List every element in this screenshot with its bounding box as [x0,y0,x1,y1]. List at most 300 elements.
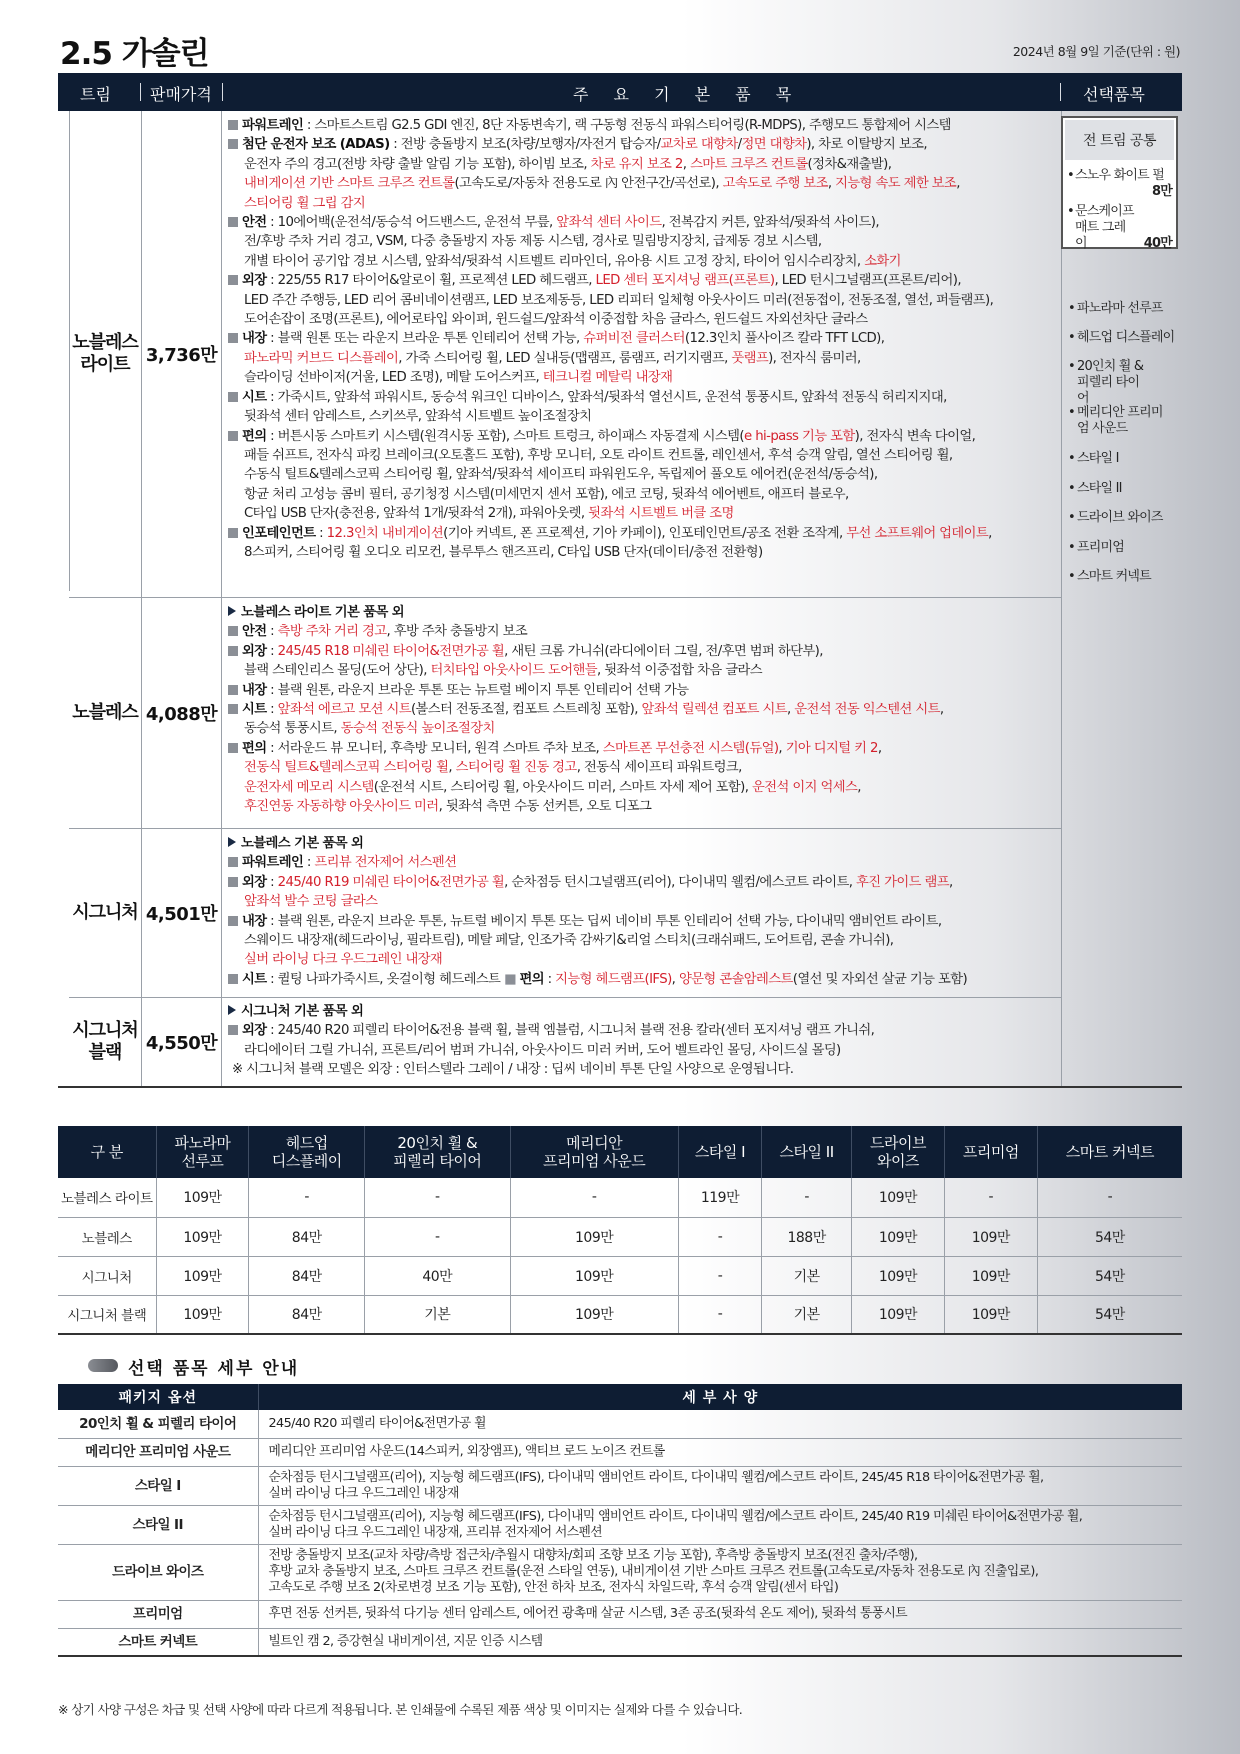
category-label: 내장 [242,913,267,929]
price-cell: 109만 [510,1217,678,1256]
feature-line [228,1021,1056,1040]
package-name: 프리미엄 [58,1600,258,1628]
price-cell: 기본 [762,1256,852,1295]
col-price: 판매가격 [150,85,212,104]
trim-cell: 노블레스 라이트 [58,1178,156,1217]
highlight-text: 내비게이션 기반 스마트 크루즈 컨트롤 [244,176,455,192]
table-row [58,1600,1182,1628]
main-table-header [58,73,1182,111]
feature-line [228,642,1056,661]
highlight-text: 앞좌석 발수 코팅 글라스 [244,894,378,910]
feature-line [228,719,1056,738]
highlight-text: 운전석 이지 억세스 [752,779,858,795]
highlight-text: 정면 대향차 [741,137,807,153]
highlight-text: 스티어링 휠 그립 감지 [244,195,366,211]
feature-text: : 블랙 원톤, 라운지 브라운 투톤, 뉴트럴 베이지 투톤 또는 딥씨 네이비 투톤 인테리어 선택 가능, 다이내믹 앰비언트 라이트, [266,913,942,929]
bullet-square-icon [228,743,238,753]
feature-text: 8스피커, 스티어링 휠 오디오 리모컨, 블루투스 핸즈프리, C타입 USB 단자(데이터/충전 전환형) [244,544,763,560]
price-col-header: 스타일 II [762,1126,852,1178]
table-row [58,1628,1182,1656]
feature-text: C타입 USB 단자(충전용, 앞좌석 1개/뒷좌석 2개), 파워아웃렛, [244,506,589,522]
feature-line [228,681,1056,700]
category-label: 편의 [519,971,545,987]
price-cell: 기본 [762,1295,852,1334]
page-title: 2.5 가솔린 [60,36,209,72]
feature-text: , [448,760,456,776]
category-label: 노블레스 라이트 기본 품목 외 [241,605,405,620]
feature-text: , [877,740,882,756]
feature-line [228,135,1056,154]
option-price-table [58,1126,1182,1335]
feature-text: : 블랙 원톤 또는 라운지 브라운 투톤 인테리어 선택 가능, [266,331,584,347]
price-cell: 109만 [852,1178,945,1217]
detail-line: 후방 교차 충돌방지 보조, 스마트 크루즈 컨트롤(운전 스타일 연동), 내비게이션 기반 스마트 크루즈 컨트롤(고속도로/자동차 전용도로 內 진출입로), [268,1564,1039,1579]
feature-line [228,349,1056,368]
feature-line [228,931,1056,950]
section-pill-icon [88,1359,118,1372]
bullet-square-icon [228,685,238,695]
package-name: 20인치 휠 & 피렐리 타이어 [58,1410,258,1438]
triangle-bullet-icon [228,606,236,616]
feature-text: , 전동식 세이프티 파워트렁크, [576,760,742,776]
table-row [58,1466,1182,1505]
feature-line [228,116,1056,135]
feature-text: ), 전자식 룸미러, [768,350,861,366]
feature-line [228,446,1056,465]
bullet-square-icon [228,974,238,984]
bullet-square-icon [228,275,238,285]
highlight-text: e hi-pass 기능 포함 [744,428,855,444]
highlight-text: 후진 가이드 램프 [855,874,949,890]
feature-text: / [737,137,742,153]
price-col-header: 헤드업 디스플레이 [249,1126,365,1178]
feature-text: , 새틴 크롬 가니쉬(라디에이터 그릴, 전/후면 범퍼 하단부), [504,643,823,659]
option-color-2: • 문스케이프 매트 그레이 40만 [1063,204,1176,252]
feature-line [228,970,1056,989]
package-table [58,1384,1182,1657]
feature-line [228,368,1056,387]
feature-text: : [315,525,327,541]
price-col-header: 스타일 I [678,1126,761,1178]
price-cell: - [944,1178,1037,1217]
feature-text: LED 주간 주행등, LED 리어 콤비네이션램프, LED 보조제동등, LED 리피터 일체형 아웃사이드 미러(전동접이, 전동조절, 열선, 퍼들램프), [244,292,994,308]
feature-line [228,622,1056,641]
option-item: • 드라이브 와이즈 [1068,510,1180,526]
feature-line [228,543,1056,562]
feature-text: : [266,624,278,640]
common-options-box [1061,116,1178,249]
feature-text: 항균 처리 고성능 콤비 필터, 공기청정 시스템(미세먼지 센서 포함), 에코 코팅, 뒷좌석 에어벤트, 애프터 블로우, [244,486,849,502]
feature-text: : 스마트스트림 G2.5 GDI 엔진, 8단 자동변속기, 랙 구동형 전동식 파워스티어링(R-MDPS), 주행모드 통합제어 시스템 [303,118,951,133]
table-row [58,1544,1182,1600]
detail-line: 순차점등 턴시그널램프(리어), 지능형 헤드램프(IFS), 다이내믹 앰비언트 라이트, 다이내믹 웰컴/에스코트 라이트, 245/40 R19 미쉐린 타이어&전면가공 휠, [268,1508,1083,1524]
feature-line [228,252,1056,271]
feature-line [228,873,1056,892]
category-label: 외장 [242,273,267,289]
feature-line [228,291,1056,310]
option-item: • 파노라마 선루프 [1068,301,1180,317]
package-name: 스타일 I [58,1466,258,1505]
feature-text: 도어손잡이 조명(프론트), 에어로타입 와이퍼, 윈드쉴드/앞좌석 이중접합 차음 글라스, 윈드쉴드 자외선차단 글라스 [244,312,868,328]
feature-text: , LED 턴시그널램프(프론트/리어), [774,273,962,289]
detail-line: 245/40 R20 피렐리 타이어&전면가공 휠 [268,1415,486,1431]
category-label: 안전 [242,215,267,231]
feature-text: 스웨이드 내장재(헤드라이닝, 필라트림), 메탈 페달, 인조가죽 감싸기&리얼 스티치(크래쉬패드, 도어트림, 콘솔 가니쉬), [244,933,894,949]
feature-text: 패들 쉬프트, 전자식 파킹 브레이크(오토홀드 포함), 후방 모니터, 오토 라이트 컨트롤, 레인센서, 후석 승객 알림, 열선 스티어링 휠, [244,447,953,463]
feature-line [228,524,1056,543]
detail-line: 후면 전동 선커튼, 뒷좌석 다기능 센터 암레스트, 에어컨 광촉매 살균 시스템, 3존 공조(뒷좌석 온도 제어), 뒷좌석 통풍시트 [268,1606,907,1621]
price-col-header: 20인치 휠 & 피렐리 타이어 [365,1126,510,1178]
feature-text: ■ [503,971,520,987]
feature-text: , [956,176,960,192]
feature-text: , [778,740,786,756]
highlight-text: 무선 소프트웨어 업데이트 [846,525,989,541]
price-cell: - [762,1178,852,1217]
table-row [58,1217,1182,1256]
price-cell: 109만 [944,1217,1037,1256]
feature-text: : 245/40 R20 피렐리 타이어&전용 블랙 휠, 블랙 엠블럼, 시그니처 블랙 전용 칼라(센터 포지셔닝 램프 가니쉬, [266,1023,875,1039]
trim-features [228,834,1056,989]
category-label: 외장 [242,1023,267,1039]
feature-line [228,174,1056,193]
feature-text: , [827,176,836,192]
feature-line [228,700,1056,719]
feature-line [228,758,1056,777]
detail-line: 실버 라이닝 다크 우드그레인 내장재 [268,1485,459,1501]
feature-line [228,912,1056,931]
price-cell: 109만 [944,1256,1037,1295]
trim-features [228,116,1056,562]
feature-text: , [939,702,944,718]
trim-price: 4,088만 [142,598,222,828]
highlight-text: 운전석 전동 익스텐션 시트 [794,702,940,718]
highlight-text: 뒷좌석 시트벨트 버클 조명 [588,506,734,522]
category-label: 외장 [242,643,267,659]
feature-text: , [988,525,992,541]
feature-text: 라디에이터 그릴 가니쉬, 프론트/리어 범퍼 가니쉬, 아웃사이드 미러 커버, 도어 벨트라인 몰딩, 사이드실 몰딩) [244,1042,841,1058]
option-item: • 메리디안 프리미엄 사운드 [1068,405,1168,437]
trim-cell: 시그니처 블랙 [58,1295,156,1334]
highlight-text: 터치타입 아웃사이드 도어핸들 [430,663,597,679]
price-cell: 84만 [249,1295,365,1334]
feature-text: : 225/55 R17 타이어&알로이 휠, 프로젝션 LED 헤드램프, [266,273,596,289]
table-row [58,1295,1182,1334]
trim-features [228,1002,1056,1080]
option-item: • 스타일 I [1068,451,1180,467]
feature-line [228,388,1056,407]
feature-text: , 후방 주차 충돌방지 보조 [386,624,528,640]
highlight-text: 실버 라이닝 다크 우드그레인 내장재 [244,952,443,968]
highlight-text: 양문형 콘솔암레스트 [678,971,793,987]
table-row [58,1256,1182,1295]
highlight-text: 풋램프 [731,350,769,366]
col-trim: 트림 [80,85,111,104]
feature-text: (운전석 시트, 스티어링 휠, 아웃사이드 미러, 스마트 자세 제어 포함), [373,779,753,795]
bullet-square-icon [228,333,238,343]
package-detail [258,1410,1182,1438]
feature-text: 블랙 스테인리스 몰딩(도어 상단), [244,663,431,679]
trim-features [228,603,1056,816]
price-cell: - [365,1178,510,1217]
detail-line: 순차점등 턴시그널램프(리어), 지능형 헤드램프(IFS), 다이내믹 앰비언트 라이트, 다이내믹 웰컴/에스코트 라이트, 245/45 R18 타이어&전면가공 휠, [268,1469,1044,1485]
trim-price: 4,550만 [142,998,222,1086]
feature-line [228,485,1056,504]
price-col-header: 드라이브 와이즈 [852,1126,945,1178]
price-cell: 109만 [510,1295,678,1334]
package-detail [258,1544,1182,1600]
main-table-body [58,111,1182,1088]
price-cell: 109만 [852,1295,945,1334]
category-label: 안전 [242,624,267,640]
feature-line [228,1041,1056,1060]
feature-text: : [266,874,278,890]
feature-line [228,232,1056,251]
bullet-square-icon [228,139,238,149]
feature-text: (12.3인치 풀사이즈 칼라 TFT LCD), [684,331,885,347]
feature-line [228,213,1056,232]
category-label: 인포테인먼트 [242,525,316,541]
feature-text: ), 차로 이탈방지 보조, [806,137,928,153]
highlight-text: 동승석 전동식 높이조절장치 [340,721,495,737]
feature-line [228,778,1056,797]
feature-text: 전/후방 주차 거리 경고, VSM, 다중 충돌방지 자동 제동 시스템, 경사로 밀림방지장치, 급제동 경보 시스템, [244,234,822,250]
feature-text: 뒷좌석 센터 암레스트, 스키쓰루, 앞좌석 시트벨트 높이조절장치 [244,409,592,425]
feature-text: : [303,855,315,871]
highlight-text: 교차로 대향차 [660,137,738,153]
bullet-square-icon [228,431,238,441]
highlight-text: 측방 주차 거리 경고 [277,624,387,640]
trim-name: 시그니처 블랙 [69,998,142,1086]
bullet-square-icon [228,704,238,714]
price-col-header: 파노라마 선루프 [156,1126,249,1178]
trim-price: 4,501만 [142,829,222,997]
feature-text: , [682,156,691,172]
feature-text: : 서라운드 뷰 모니터, 후측방 모니터, 원격 스마트 주차 보조, [266,740,603,756]
feature-line [228,465,1056,484]
title-row [58,28,1182,72]
feature-line [228,892,1056,911]
trim-name: 시그니처 [69,829,142,997]
feature-line [228,427,1056,446]
category-label: 편의 [242,428,267,444]
table-row [58,1178,1182,1217]
feature-line [228,329,1056,348]
category-label: 내장 [242,682,267,698]
triangle-bullet-icon [228,837,236,847]
feature-text: (열선 및 자외선 살균 기능 포함) [792,971,968,987]
price-cell: 109만 [510,1256,678,1295]
feature-text: 동승석 통풍시트, [244,721,341,737]
option-item: • 헤드업 디스플레이 [1068,330,1180,346]
highlight-text: 기아 디지털 키 2 [785,740,878,756]
package-detail [258,1505,1182,1544]
feature-text: , [948,874,953,890]
feature-line [228,603,1056,622]
price-cell: 84만 [249,1256,365,1295]
price-cell: - [510,1178,678,1217]
price-col-header: 프리미엄 [944,1126,1037,1178]
price-cell: - [365,1217,510,1256]
feature-text: : 10에어백(운전석/동승석 어드밴스드, 운전석 무릎, [266,215,557,231]
highlight-text: LED 센터 포지셔닝 램프(프론트) [595,273,775,289]
option-item: • 20인치 휠 & 피렐리 타이어 [1068,359,1148,407]
col-features: 주 요 기 본 품 목 [573,85,802,104]
price-cell: 54만 [1037,1295,1182,1334]
highlight-text: 운전자세 메모리 시스템 [244,779,374,795]
pkg-col-detail: 세 부 사 양 [258,1384,1182,1410]
category-label: 시트 [242,971,267,987]
bullet-square-icon [228,626,238,636]
common-options-items [1063,162,1176,252]
price-cell: 40만 [365,1256,510,1295]
feature-text: 슬라이딩 선바이저(거울, LED 조명), 메탈 도어스커프, [244,370,543,386]
feature-line [228,407,1056,426]
feature-text: , 가죽 스티어링 휠, LED 실내등(맵램프, 룸램프, 러기지램프, [398,350,732,366]
highlight-text: 245/45 R18 미쉐린 타이어&전면가공 휠 [277,643,505,659]
feature-text: : 전방 충돌방지 보조(차량/보행자/자전거 탑승자/ [389,137,661,153]
bullet-square-icon [228,877,238,887]
bullet-square-icon [228,528,238,538]
bullet-square-icon [228,646,238,656]
bullet-square-icon [228,1025,238,1035]
price-cell: 109만 [156,1256,249,1295]
highlight-text: 전동식 틸트&텔레스코픽 스티어링 휠 [244,760,449,776]
feature-line [228,739,1056,758]
feature-text: (기아 커넥트, 폰 프로젝션, 기아 카페이), 인포테인먼트/공조 전환 조작계, [443,525,847,541]
bullet-square-icon [228,217,238,227]
bullet-square-icon [228,120,238,130]
feature-text: 운전자 주의 경고(전방 차량 출발 알림 기능 포함), 하이빔 보조, [244,156,591,172]
feature-line [228,271,1056,290]
table-row [58,1410,1182,1438]
price-col-header: 메리디안 프리미엄 사운드 [510,1126,678,1178]
feature-text: : [266,643,278,659]
feature-text: : 블랙 원톤, 라운지 브라운 투톤 또는 뉴트럴 베이지 투톤 인테리어 선택 가능 [266,682,689,698]
bullet-square-icon [228,392,238,402]
highlight-text: 245/40 R19 미쉐린 타이어&전면가공 휠 [277,874,505,890]
feature-text: : 가죽시트, 앞좌석 파워시트, 동승석 워크인 디바이스, 앞좌석/뒷좌석 열선시트, 운전석 통풍시트, 앞좌석 전동식 허리지지대, [266,389,947,405]
price-cell: 119만 [678,1178,761,1217]
col-options: 선택품목 [1083,85,1145,104]
package-name: 메리디안 프리미엄 사운드 [58,1438,258,1466]
price-cell: - [678,1217,761,1256]
option-item: • 스타일 II [1068,481,1180,497]
package-detail [258,1466,1182,1505]
feature-line [228,834,1056,853]
feature-line [228,194,1056,213]
price-cell: 188만 [762,1217,852,1256]
feature-text: , [857,779,861,795]
price-cell: 84만 [249,1217,365,1256]
option-color-1: • 스노우 화이트 펄 8만 [1063,168,1176,200]
feature-text: : 버튼시동 스마트키 시스템(원격시동 포함), 스마트 트렁크, 하이패스 자동결제 시스템( [266,428,744,444]
price-col-header: 구 분 [58,1126,156,1178]
feature-line [228,1002,1056,1021]
package-detail [258,1628,1182,1656]
table-row [58,1505,1182,1544]
price-cell: 109만 [156,1178,249,1217]
pkg-col-name: 패키지 옵션 [58,1384,258,1410]
option-item: • 프리미엄 [1068,540,1180,556]
feature-text: 개별 타이어 공기압 경보 시스템, 앞좌석/뒷좌석 시트벨트 리마인더, 유아용 시트 고정 장치, 타이어 임시수리장치, [244,253,865,269]
package-detail [258,1438,1182,1466]
highlight-text: 스마트폰 무선충전 시스템(듀얼) [602,740,779,756]
category-label: 시트 [242,702,267,718]
price-col-header: 스마트 커넥트 [1037,1126,1182,1178]
category-label: 파워트레인 [242,118,304,133]
section-title: 선택 품목 세부 안내 [128,1359,300,1379]
price-cell: 109만 [156,1295,249,1334]
feature-text: , 순차점등 턴시그널램프(리어), 다이내믹 웰컴/에스코트 라이트, [504,874,856,890]
trim-row-lite [58,111,1060,597]
highlight-text: 12.3인치 내비게이션 [326,525,444,541]
trim-price: 3,736만 [142,111,222,597]
category-label: 노블레스 기본 품목 외 [241,836,364,851]
price-cell: 109만 [156,1217,249,1256]
bullet-square-icon [228,857,238,867]
bullet-square-icon [228,916,238,926]
highlight-text: 스마트 크루즈 컨트롤 [690,156,808,172]
category-label: 편의 [242,740,267,756]
price-cell: - [678,1295,761,1334]
price-cell: 54만 [1037,1217,1182,1256]
feature-text: 수동식 틸트&텔레스코픽 스티어링 휠, 앞좌석/뒷좌석 세이프티 파워윈도우, 독립제어 풀오토 에어컨(운전석/동승석), [244,467,878,483]
triangle-bullet-icon [228,1005,236,1015]
feature-line [228,661,1056,680]
trim-name: 노블레스 [69,598,142,828]
highlight-text: 차로 유지 보조 2 [590,156,683,172]
feature-line [228,950,1056,969]
feature-text: , [671,971,679,987]
category-label: 시트 [242,389,267,405]
highlight-text: 지능형 속도 제한 보조 [835,176,957,192]
highlight-text: 테크니컬 메탈릭 내장재 [542,370,673,386]
trim-cell: 노블레스 [58,1217,156,1256]
detail-line: 빌트인 캠 2, 증강현실 내비게이션, 지문 인증 시스템 [268,1633,543,1649]
feature-text: , 뒷좌석 이중접합 차음 글라스 [596,663,763,679]
price-cell: - [1037,1178,1182,1217]
highlight-text: 소화기 [864,253,901,269]
feature-line [228,853,1056,872]
feature-text: , 뒷좌석 측면 수동 선커튼, 오토 디포그 [438,799,652,815]
feature-line [228,797,1056,816]
highlight-text: 고속도로 주행 보조 [722,176,828,192]
highlight-text: 앞좌석 센터 사이드 [556,215,662,231]
category-label: 파워트레인 [242,855,304,871]
feature-line [228,155,1056,174]
price-cell: 109만 [852,1217,945,1256]
highlight-text: 프리뷰 전자제어 서스펜션 [314,855,457,871]
trim-row-noblesse [58,598,1060,828]
feature-line [228,310,1056,329]
trim-name: 노블레스 라이트 [69,111,142,597]
package-name: 스타일 II [58,1505,258,1544]
price-cell: 109만 [852,1256,945,1295]
detail-line: 전방 충돌방지 보조(교차 차량/측방 접근차/추월시 대향차/회피 조향 보조 기능 포함), 후측방 충돌방지 보조(전진 출차/주행), [268,1548,918,1563]
feature-text: : [544,971,556,987]
highlight-text: 스티어링 휠 진동 경고 [455,760,577,776]
trim-row-signature [58,829,1060,997]
detail-line: 실버 라이닝 다크 우드그레인 내장재, 프리뷰 전자제어 서스펜션 [268,1524,603,1540]
highlight-text: 앞좌석 릴렉션 컴포트 시트 [641,702,788,718]
category-label: 외장 [242,874,267,890]
feature-line [228,1060,1056,1079]
package-name: 스마트 커넥트 [58,1628,258,1656]
highlight-text: 앞좌석 에르고 모션 시트 [277,702,411,718]
price-cell: - [678,1256,761,1295]
highlight-text: 후진연동 자동하향 아웃사이드 미러 [244,799,439,815]
category-label: 첨단 운전자 보조 (ADAS) [242,137,390,153]
